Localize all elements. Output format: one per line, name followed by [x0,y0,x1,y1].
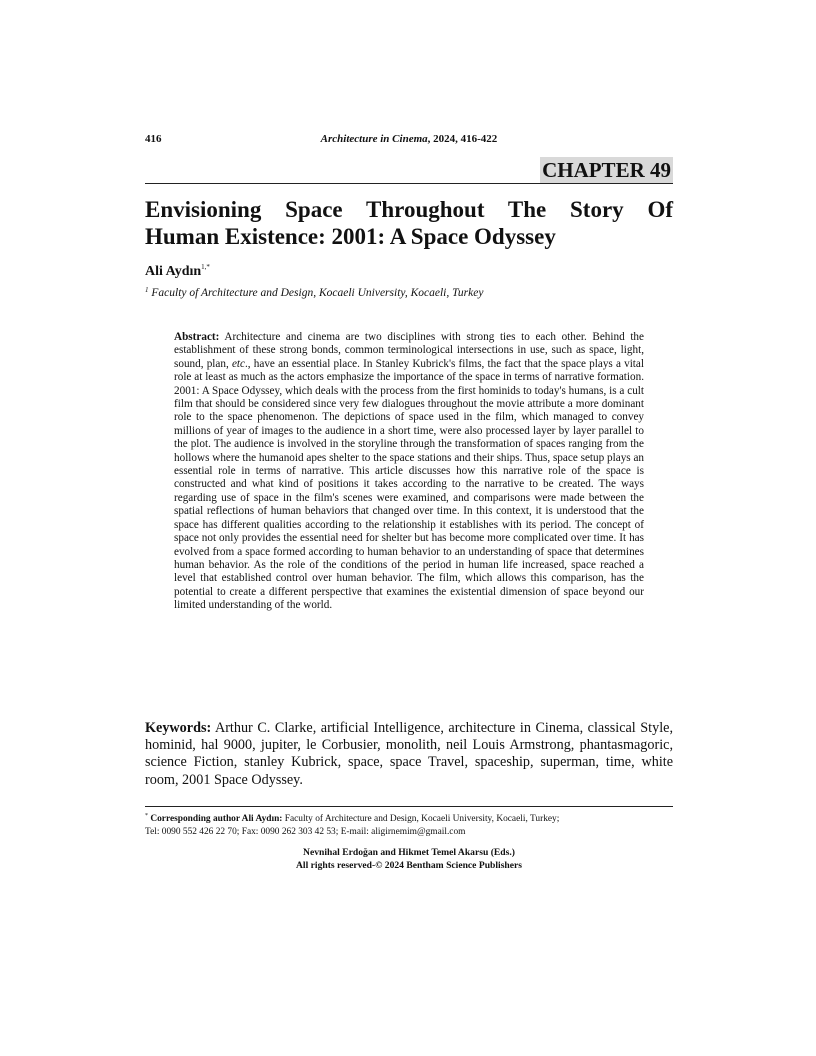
editors-line: Nevnihal Erdoğan and Hikmet Temel Akarsu (Eds.) [303,847,515,858]
journal-title: Architecture in Cinema [320,133,428,145]
affiliation-mark: 1 [145,286,149,294]
abstract-etc: etc [231,357,245,370]
author-line [145,263,210,280]
author-name: Ali Aydın [145,264,202,279]
abstract-text-1: Architecture and cinema are two disciplines with strong ties to each other. Behind the establishment of these strong bonds, common terminological intersections in use, such as space, light, sound, plan, [174,331,644,370]
keywords [145,720,673,789]
header-rule [145,183,673,184]
footnote-label: Corresponding author Ali Aydın: [148,814,283,824]
chapter-heading [540,157,673,183]
footnote [145,810,673,838]
affiliation [145,286,483,299]
publisher-block [145,847,673,872]
article-title-line-1: Envisioning Space Throughout The Story Of [145,197,673,222]
footnote-mark: * [145,813,148,819]
footnote-address: Faculty of Architecture and Design, Kocaeli University, Kocaeli, Turkey; [282,814,560,824]
abstract-label: Abstract: [174,331,220,343]
footnote-contact: Tel: 0090 552 426 22 70; Fax: 0090 262 303 42 53; E-mail: aligirnemim@gmail.com [145,826,466,837]
copyright-line: All rights reserved-© 2024 Bentham Science Publishers [295,859,523,871]
affiliation-text: Faculty of Architecture and Design, Kocaeli University, Kocaeli, Turkey [148,287,484,299]
abstract [174,331,644,613]
abstract-text-2: ., have an essential place. In Stanley Kubrick's films, the fact that the space plays a vital role at least as much as the actors emphasize the importance of the space in terms of narrative formation. 2001: A Space Odyssey, which deals with the process from the first hominids to today's humans, is a cult film that should be considered since very few dialogues throughout the movie attribute a more dominant role to the space phenomenon. The depictions of space used in the film, which managed to convey millions of year of images to the audience in a short time, were also processed layer by layer parallel to the plot. The audience is involved in the storyline through the transformation of spaces ranging from the hollows where the humanoid apes shelter to the space stations and their ships. Thus, space setup plays an essential role in terms of narrative. This article discusses how this narrative role of the space is constructed and what kind of positions it takes according to the narrative to be created. The ways regarding use of space in the film's scenes were examined, and comparisons were made between the spatial reflections of human behaviors that changed over time. In this context, it is understood that the space has different qualities according to the relationship it establishes with its period. The concept of space not only provides the essential need for shelter but has become more complicated over time. It has evolved from a space formed according to human behavior to an understanding of space that determines human behavior. As the role of the conditions of the period in human life increased, space reached a level that established control over human behavior. The film, which allows this comparison, has the potential to create a different perspective that examines the existential dimension of space beyond our limited understanding of the world. [174,357,644,612]
article-title-line-2: Human Existence: 2001: A Space Odyssey [145,224,556,249]
running-header [145,133,673,149]
footnote-rule [145,806,673,807]
keywords-label: Keywords: [145,720,212,736]
journal-volume-pages: , 2024, 416-422 [427,133,498,145]
author-marks: 1,* [201,263,210,271]
page-number: 416 [145,133,162,145]
article-title [145,196,673,250]
keywords-text: Arthur C. Clarke, artificial Intelligence, architecture in Cinema, classical Style, hominid, hal 9000, jupiter, le Corbusier, monolith, neil Louis Armstrong, phantasmagoric, science Fiction, stanley Kubrick, space, space Travel, spaceship, superman, time, white room, 2001 Space Odyssey. [145,720,673,788]
chapter-label: CHAPTER 49 [542,158,671,182]
journal-citation [145,133,673,145]
